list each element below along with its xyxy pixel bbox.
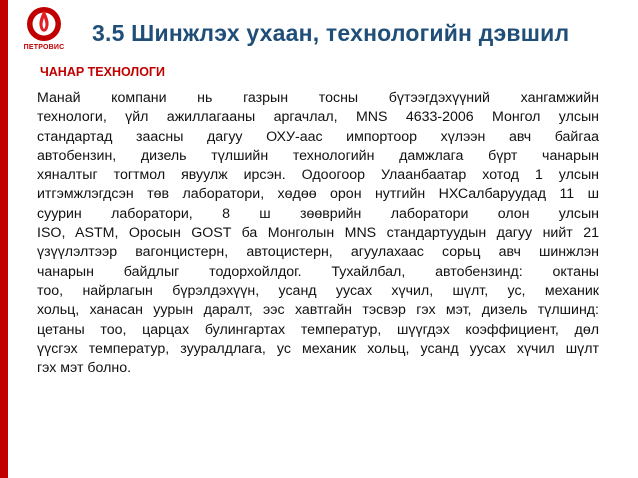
paragraph-line: суурин лаборатори, 8 ш зөөврийн лаборатори олон улсын [37, 205, 599, 222]
paragraph-line: тоо, найрлагын бүрэлдэхүүн, усанд уусах хүчил, шүлт, ус, механик [37, 282, 599, 299]
paragraph-line: хяналтыг тогтмол явуулж ирсэн. Одоогоор Улаанбаатар хотод 1 улсын [37, 167, 599, 184]
paragraph-line: технологи, үйл ажиллагааны аргачлал, MNS 4633-2006 Монгол улсын [37, 109, 599, 126]
paragraph-line: цетаны тоо, царцах булингартах температур, шүүгдэх коэффициент, дөл [37, 321, 599, 338]
paragraph-line: үүсгэх температур, зууралдлага, ус механик хольц, усанд уусах хүчил шүлт [37, 340, 599, 357]
page-title: 3.5 Шинжлэх ухаан, технологийн дэвшил [92, 20, 570, 46]
paragraph-line: Манай компани нь газрын тосны бүтээгдэхүүний хангамжийн [37, 90, 599, 106]
left-accent-strip [0, 0, 8, 478]
section-heading: ЧАНАР ТЕХНОЛОГИ [40, 65, 165, 79]
logo-brand-text: ПЕТРОВИС [23, 44, 65, 51]
paragraph-line: стандартад заасны дагуу ОХУ-аас импортоор хүлээн авч байгаа [37, 128, 599, 145]
paragraph-line: автобензин, дизель түлшийн технологийн дамжлага бүрт чанарын [37, 147, 599, 164]
body-paragraph [37, 89, 599, 378]
paragraph-line: итгэмжлэгдсэн төв лаборатори, хөдөө орон нутгийн НХСалбаруудад 11 ш [37, 186, 599, 203]
paragraph-line: гэх мэт болно. [37, 360, 132, 377]
paragraph-line: ISO, ASTM, Оросын GOST ба Монголын MNS стандартуудын дагуу нийт 21 [37, 225, 599, 242]
paragraph-line: чанарын байдлыг тодорхойлдог. Тухайлбал, автобензинд: октаны [37, 263, 599, 280]
flame-logo-icon [14, 4, 74, 44]
paragraph-line: хольц, ханасан уурын даралт, ээс хавтгайн тэсвэр гэх мэт, дизель түлшинд: [37, 302, 599, 319]
paragraph-line: үзүүлэлтээр вагонцистерн, автоцистерн, агуулахаас сорьц авч шинжлэн [37, 244, 599, 261]
company-logo [14, 4, 74, 56]
